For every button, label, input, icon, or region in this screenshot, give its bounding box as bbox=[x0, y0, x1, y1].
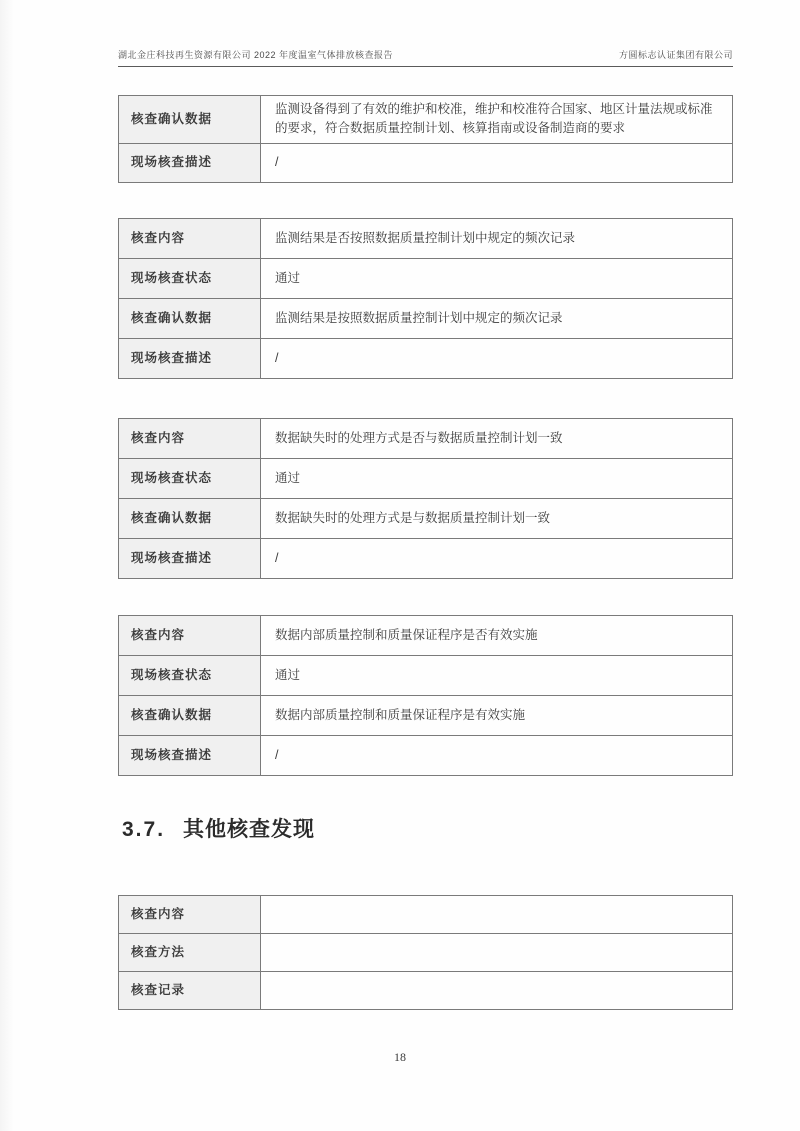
row-label-cell: 现场核查描述 bbox=[119, 143, 261, 182]
row-value-cell: 数据内部质量控制和质量保证程序是否有效实施 bbox=[261, 616, 733, 656]
section-heading-number: 3.7. bbox=[122, 818, 166, 841]
table-row bbox=[119, 419, 733, 459]
row-value-cell bbox=[261, 896, 733, 934]
row-label-cell: 现场核查状态 bbox=[119, 259, 261, 299]
row-label-cell: 核查确认数据 bbox=[119, 299, 261, 339]
section-heading bbox=[122, 813, 315, 843]
row-label-cell: 现场核查描述 bbox=[119, 736, 261, 776]
row-value-cell: / bbox=[261, 339, 733, 379]
section-heading-title: 其他核查发现 bbox=[183, 818, 316, 841]
table-row bbox=[119, 972, 733, 1010]
row-label-cell: 核查确认数据 bbox=[119, 96, 261, 144]
table-row bbox=[119, 96, 733, 144]
row-value-cell: 通过 bbox=[261, 259, 733, 299]
row-value-cell: 数据缺失时的处理方式是与数据质量控制计划一致 bbox=[261, 499, 733, 539]
row-label-cell: 核查内容 bbox=[119, 419, 261, 459]
row-value-cell: / bbox=[261, 539, 733, 579]
table-row bbox=[119, 896, 733, 934]
table-row bbox=[119, 616, 733, 656]
verification-table-missing-data bbox=[118, 418, 733, 579]
row-value-cell: 数据缺失时的处理方式是否与数据质量控制计划一致 bbox=[261, 419, 733, 459]
page-number: 18 bbox=[394, 1050, 406, 1064]
table-row bbox=[119, 736, 733, 776]
row-label-cell: 现场核查状态 bbox=[119, 459, 261, 499]
row-label-cell: 核查内容 bbox=[119, 219, 261, 259]
table-row bbox=[119, 696, 733, 736]
verification-table-recording-frequency bbox=[118, 218, 733, 379]
other-findings-table bbox=[118, 895, 733, 1010]
row-label-cell: 核查内容 bbox=[119, 616, 261, 656]
row-value-cell: 数据内部质量控制和质量保证程序是有效实施 bbox=[261, 696, 733, 736]
verification-table-quality-control bbox=[118, 615, 733, 776]
table-row bbox=[119, 656, 733, 696]
table-row bbox=[119, 459, 733, 499]
table-row bbox=[119, 339, 733, 379]
row-label-cell: 现场核查描述 bbox=[119, 539, 261, 579]
row-label-cell: 核查内容 bbox=[119, 896, 261, 934]
row-label-cell: 现场核查描述 bbox=[119, 339, 261, 379]
row-value-cell: 监测结果是按照数据质量控制计划中规定的频次记录 bbox=[261, 299, 733, 339]
row-value-cell: 监测结果是否按照数据质量控制计划中规定的频次记录 bbox=[261, 219, 733, 259]
table-row bbox=[119, 219, 733, 259]
table-row bbox=[119, 934, 733, 972]
row-value-cell: / bbox=[261, 143, 733, 182]
row-label-cell: 核查确认数据 bbox=[119, 499, 261, 539]
row-label-cell: 现场核查状态 bbox=[119, 656, 261, 696]
row-label-cell: 核查记录 bbox=[119, 972, 261, 1010]
row-value-cell: 通过 bbox=[261, 656, 733, 696]
row-label-cell: 核查方法 bbox=[119, 934, 261, 972]
table-row bbox=[119, 143, 733, 182]
table-row bbox=[119, 259, 733, 299]
header-report-title: 湖北金庄科技再生资源有限公司 2022 年度温室气体排放核查报告 bbox=[118, 50, 394, 60]
row-label-cell: 核查确认数据 bbox=[119, 696, 261, 736]
row-value-cell bbox=[261, 934, 733, 972]
page-header bbox=[118, 48, 733, 67]
row-value-cell: 监测设备得到了有效的维护和校准，维护和校准符合国家、地区计量法规或标准的要求，符合数据质量控制计划、核算指南或设备制造商的要求 bbox=[261, 96, 733, 144]
table-row bbox=[119, 539, 733, 579]
verification-table-monitoring-equipment bbox=[118, 95, 733, 183]
table-row bbox=[119, 299, 733, 339]
row-value-cell: / bbox=[261, 736, 733, 776]
header-organization-name: 方圆标志认证集团有限公司 bbox=[618, 50, 733, 60]
row-value-cell bbox=[261, 972, 733, 1010]
row-value-cell: 通过 bbox=[261, 459, 733, 499]
table-row bbox=[119, 499, 733, 539]
